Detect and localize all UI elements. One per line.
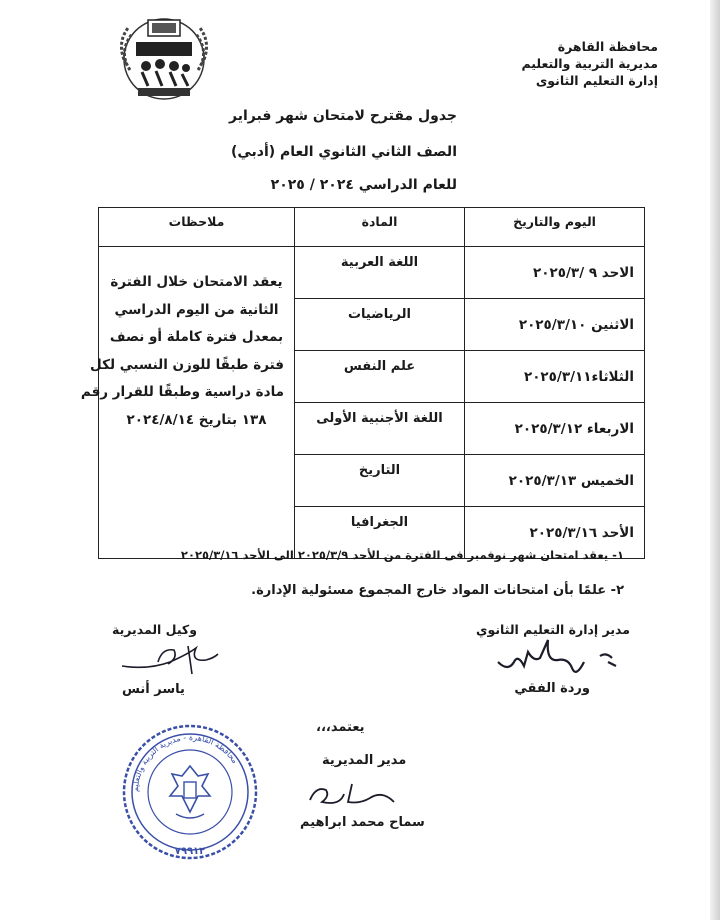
secondary-director-name: وردة الفقي	[514, 681, 590, 696]
cell-date: الثلاثاء٢٠٢٥/٣/١١	[465, 351, 645, 403]
official-stamp	[120, 722, 260, 862]
footnote-exam-period: ١- يعقد امتحان شهر نوفمبر فى الفترة من الأحد ٢٠٢٥/٣/٩ الى الأحد ٢٠٢٥/٣/١٦	[180, 548, 624, 562]
notes-line: يعقد الامتحان خلال الفترة	[110, 274, 283, 290]
stamp-number: ٧٩٩١٢	[174, 846, 206, 857]
deputy-signature	[118, 640, 228, 680]
cell-subject: علم النفس	[295, 351, 465, 403]
cell-date: الأحد ٢٠٢٥/٣/١٦	[465, 507, 645, 559]
authority-governorate: محافظة القاهرة	[557, 39, 658, 54]
cell-subject: الرياضيات	[295, 299, 465, 351]
table-row	[99, 247, 645, 299]
deputy-title: وكيل المديرية	[112, 622, 197, 637]
secondary-director-title: مدير إدارة التعليم الثانوي	[476, 622, 630, 637]
deputy-name: ياسر أنس	[122, 682, 185, 697]
header-subject: المادة	[295, 208, 465, 247]
cell-date: الاربعاء ٢٠٢٥/٣/١٢	[465, 403, 645, 455]
notes-line: فترة طبقًا للوزن النسبي لكل	[90, 356, 284, 373]
authority-directorate: مديرية التربية والتعليم	[521, 56, 658, 71]
directorate-director-name: سماح محمد ابراهيم	[300, 815, 425, 830]
cell-date: الاثنين ٢٠٢٥/٣/١٠	[465, 299, 645, 351]
svg-text:محافظة القاهرة - مديرية التربي	[131, 733, 240, 792]
notes-line: الثانية من اليوم الدراسي	[114, 301, 279, 318]
directorate-director-signature	[300, 776, 410, 812]
title-exam: جدول مقترح لامتحان شهر فبراير	[229, 108, 457, 124]
stamp-ring-text: محافظة القاهرة - مديرية التربية والتعليم	[130, 732, 240, 793]
title-year: للعام الدراسي ٢٠٢٤ / ٢٠٢٥	[270, 177, 457, 193]
footnote-responsibility: ٢- علمًا بأن امتحانات المواد خارج المجموع مسئولية الإدارة.	[251, 583, 624, 598]
cell-notes	[80, 247, 295, 559]
notes-line: مادة دراسية وطبقًا للقرار رقم	[80, 384, 284, 400]
secondary-director-signature	[488, 632, 628, 686]
directorate-logo	[108, 14, 220, 104]
directorate-director-title: مدير المديرية	[322, 753, 407, 768]
cell-date: الاحد ٩ /٢٠٢٥/٣	[465, 247, 645, 299]
page-edge-shadow	[710, 0, 720, 920]
cell-date: الخميس ٢٠٢٥/٣/١٣	[465, 455, 645, 507]
authority-administration: إدارة التعليم الثانوى	[535, 73, 658, 88]
notes-line: ١٣٨ بتاريخ ٢٠٢٤/٨/١٤	[126, 411, 267, 428]
title-grade: الصف الثاني الثانوي العام (أدبي)	[230, 144, 457, 160]
cell-subject: الجغرافيا	[295, 507, 465, 559]
cell-subject: التاريخ	[295, 455, 465, 507]
header-notes: ملاحظات	[99, 208, 295, 247]
header-day-date: اليوم والتاريخ	[465, 208, 645, 247]
notes-line: بمعدل فترة كاملة أو نصف	[109, 329, 284, 345]
issuing-authority	[521, 38, 658, 89]
approval-label: يعتمد،،،	[316, 720, 365, 735]
cell-subject: اللغة العربية	[295, 247, 465, 299]
exam-schedule-table	[80, 207, 645, 559]
cell-subject: اللغة الأجنبية الأولى	[295, 403, 465, 455]
table-header-row	[99, 208, 645, 247]
